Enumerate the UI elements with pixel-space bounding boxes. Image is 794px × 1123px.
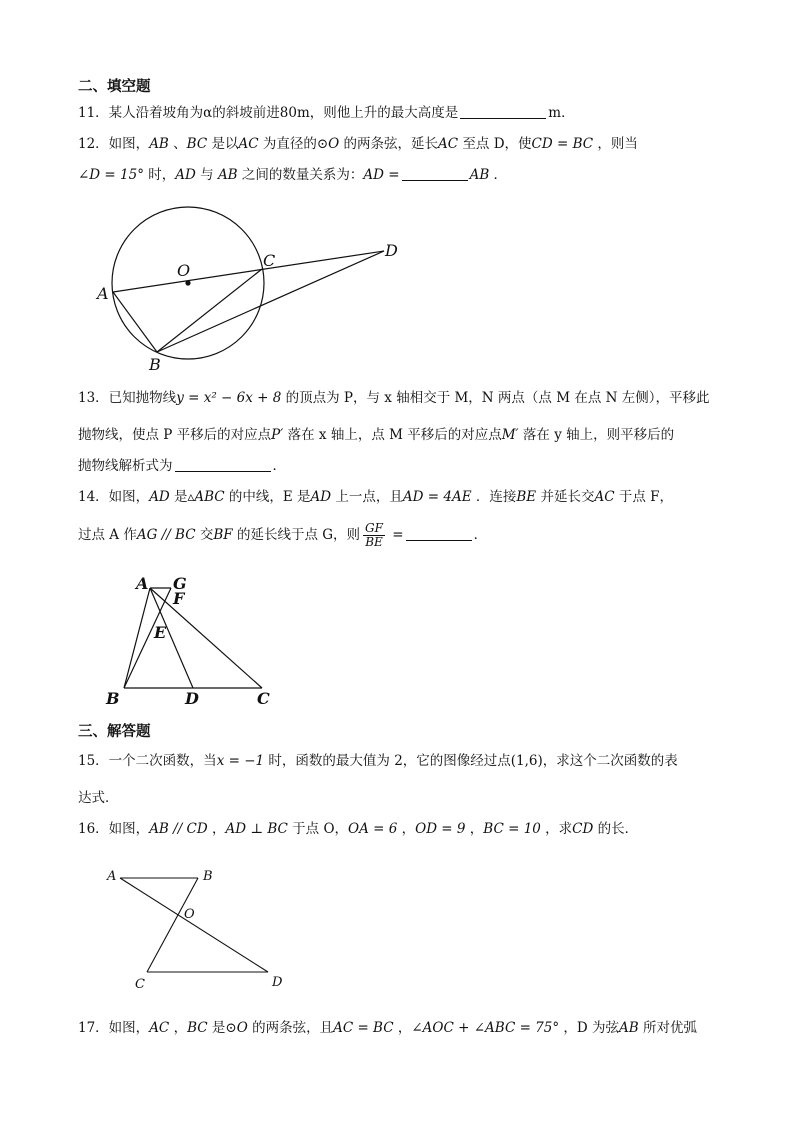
q14-label-F: F [173,589,185,608]
q16-text: 的长． [593,821,639,837]
q12-text: 之间的数量关系为： [237,167,364,183]
q14-fraction-denominator: BE [365,535,383,549]
q17-text: 是⊙ [207,1020,237,1036]
q13-text: 抛物线解析式为 [78,458,173,474]
q14-label-D: D [185,689,199,708]
q12-text: 是以 [207,136,239,152]
q17-math: AC [149,1020,170,1036]
q15-math: x = −1 [216,753,265,769]
q12-math: AD [175,167,196,183]
q14-fraction-numerator: GF [365,521,383,535]
q14-math: AG // BC [136,527,196,543]
q16-text: ， [207,821,226,837]
q16-text: 于点 O， [287,821,349,837]
q12-text: 为直径的⊙ [258,136,329,152]
q17-math: AB [619,1020,639,1036]
q14-text: 14．如图， [78,489,150,505]
q15-text: 时，函数的最大值为 2，它的图像经过点(1,6)，求这个二次函数的表 [264,753,678,769]
q17-text: ， [393,1020,412,1036]
q12-math: AB [149,136,169,152]
q12-label-D: D [385,241,398,260]
q16-text: ，求 [540,821,573,837]
q16-label-D: D [272,975,283,990]
q13-text: 落在 x 轴上，点 M 平移后的对应点 [283,427,502,443]
q12-math: AB [469,167,490,183]
q12-label-O: O [177,261,191,280]
q17-math: AC = BC [333,1020,394,1036]
q16-math: BC = 10 [483,821,541,837]
q16-label-B: B [203,869,213,884]
q12-text: 的两条弦，延长 [339,136,439,152]
q17-text: ， [169,1020,188,1036]
q13-text: 13．已知抛物线 [78,390,177,406]
section-heading-fill-in: 二、填空题 [78,78,151,95]
q11-unit: m． [548,105,575,121]
q12-math: AB [217,167,238,183]
q16-text: ， [465,821,484,837]
q13-text: 的顶点为 P，与 x 轴相交于 M，N 两点（点 M 在点 N 左侧），平移此 [281,390,710,406]
q13-text: 抛物线，使点 P 平移后的对应点 [78,427,272,443]
q12-label-B: B [149,355,161,374]
q12-text: ． [489,167,508,183]
q14-text: 的延长线于点 G，则 [232,527,361,543]
q14-math: AD [149,489,170,505]
q15-text: 15．一个二次函数，当 [78,753,217,769]
q14-math: BE [516,489,537,505]
q16-label-O: O [184,907,195,922]
q13-math: M′ [501,427,519,443]
q13-text: ． [272,458,286,474]
q12-label-C: C [263,251,276,270]
question-15-line-2: 达式． [78,790,119,806]
q16-label-C: C [135,977,145,992]
q14-math: ABC [194,489,225,505]
q12-text: 、 [168,136,187,152]
q16-text: 16．如图， [78,821,150,837]
q16-segment-AD [120,878,268,972]
q14-text: ．连接 [471,489,517,505]
q12-math: O [328,136,340,152]
q14-text: 上一点，且 [331,489,403,505]
question-17 [78,1019,697,1037]
q17-math: ∠AOC + ∠ABC = 75° [411,1020,560,1036]
q14-text: 交 [195,527,214,543]
q17-text: ，D 为弦 [559,1020,620,1036]
q16-label-A: A [107,869,117,884]
q13-math: y = x² − 6x + 8 [176,390,282,406]
q14-text: 并延长交 [536,489,595,505]
q14-label-G: G [173,574,187,593]
q12-text: 至点 D，使 [458,136,532,152]
q12-text: 12．如图， [78,136,150,152]
q14-math: AD [310,489,332,505]
q16-math: CD [572,821,594,837]
q14-math: BF [213,527,233,543]
q14-text: 是▵ [169,489,195,505]
q14-text: 过点 A 作 [78,527,137,543]
q16-text: ， [397,821,416,837]
q14-text: 的中线，E 是 [224,489,311,505]
q17-text: 所对优弧 [638,1020,697,1036]
q16-segment-BC [147,878,198,972]
q12-text: ，则当 [593,136,638,152]
q12-math: ∠D = 15° [78,167,144,183]
q12-math: AD = [363,167,400,183]
q16-math: AD ⊥ BC [225,821,288,837]
q14-label-E: E [154,623,167,642]
q11-text: 11．某人沿着坡角为α的斜坡前进80m，则他上升的最大高度是 [78,105,459,121]
q12-math: AC [238,136,259,152]
q14-label-C: C [257,689,270,708]
section-heading-problems: 三、解答题 [78,723,151,740]
q16-math: OA = 6 [348,821,398,837]
q17-text: 的两条弦，且 [247,1020,334,1036]
q13-math: P′ [271,427,284,443]
q17-math: BC [187,1020,208,1036]
q14-label-B: B [106,689,120,708]
q14-math: AC [594,489,615,505]
q14-text: ． [473,527,488,543]
q13-text: 落在 y 轴上，则平移后的 [518,427,675,443]
q14-text: 于点 F， [614,489,673,505]
q16-math: OD = 9 [415,821,466,837]
q12-text: 时， [143,167,176,183]
q12-math: BC [186,136,208,152]
q12-text: 与 [195,167,218,183]
q17-text: 17．如图， [78,1020,150,1036]
q12-math: CD = BC [531,136,594,152]
q14-text: = [387,527,404,543]
q14-label-A: A [136,574,149,593]
q14-math: AD = 4AE [402,489,472,505]
q12-label-A: A [97,284,109,303]
q12-math: AC [438,136,459,152]
q16-math: AB // CD [149,821,208,837]
q17-math: O [236,1020,248,1036]
